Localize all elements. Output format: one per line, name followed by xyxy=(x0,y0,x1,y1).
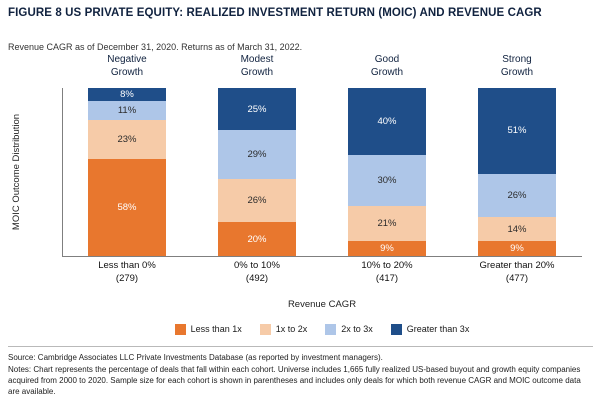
bar-segment: 29% xyxy=(218,130,296,179)
bar-segment: 14% xyxy=(478,217,556,241)
bar-group xyxy=(62,54,192,284)
group-header-line1: Strong xyxy=(502,54,532,65)
bar-group xyxy=(322,54,452,284)
bar-segment: 9% xyxy=(348,241,426,256)
legend-item xyxy=(391,324,470,335)
x-tick-count: (279) xyxy=(115,272,139,284)
legend-swatch xyxy=(391,324,402,335)
group-header-line1: Good xyxy=(374,54,400,65)
x-axis-line xyxy=(62,256,582,257)
legend-label: 1x to 2x xyxy=(275,324,308,334)
x-tick-count: (417) xyxy=(375,272,399,284)
legend-item xyxy=(175,324,242,335)
legend-label: Less than 1x xyxy=(190,324,242,334)
x-axis-label: Revenue CAGR xyxy=(287,299,357,310)
x-tick-label xyxy=(316,260,458,285)
group-header-line2: Growth xyxy=(500,66,534,78)
bar-segment: 20% xyxy=(218,222,296,256)
x-tick-count: (477) xyxy=(505,272,529,284)
legend-swatch xyxy=(325,324,336,335)
bar-group xyxy=(452,54,582,284)
bar-group-header xyxy=(322,54,452,79)
group-header-line2: Growth xyxy=(110,66,144,78)
bar-segment: 9% xyxy=(478,241,556,256)
chart-legend xyxy=(62,322,582,336)
bar-group xyxy=(192,54,322,284)
x-tick-label xyxy=(446,260,588,285)
bar-segment: 8% xyxy=(88,88,166,101)
x-tick-count: (492) xyxy=(245,272,269,284)
legend-item xyxy=(325,324,373,335)
x-tick-label xyxy=(56,260,198,285)
source-text: Source: Cambridge Associates LLC Private Investments Database (as reported by investment managers). xyxy=(8,353,383,362)
legend-swatch xyxy=(175,324,186,335)
bar-segment: 25% xyxy=(218,88,296,130)
x-tick-category: 10% to 20% xyxy=(361,260,413,271)
x-tick-label xyxy=(186,260,328,285)
notes-text: Notes: Chart represents the percentage of deals that fall within each cohort. Universe includes 1,665 fully realized US-based buyout and growth equity companies acquired from 2000 to 2020. Sample size for each cohort is shown in parentheses and includes only deals for which both revenue CAGR and MOIC outcome data are available. xyxy=(8,365,581,396)
bar-group-header xyxy=(192,54,322,79)
x-tick-category: Greater than 20% xyxy=(479,260,555,271)
legend-swatch xyxy=(260,324,271,335)
page-title: FIGURE 8 US PRIVATE EQUITY: REALIZED INVESTMENT RETURN (MOIC) AND REVENUE CAGR xyxy=(8,7,542,19)
bar-segment: 21% xyxy=(348,206,426,241)
bar-segment: 51% xyxy=(478,88,556,174)
bar-group-header xyxy=(452,54,582,79)
bar-group-header xyxy=(62,54,192,79)
group-header-line2: Growth xyxy=(240,66,274,78)
bar-segment: 30% xyxy=(348,155,426,205)
footer-divider xyxy=(8,346,593,347)
bar-segment: 58% xyxy=(88,159,166,256)
page-subtitle: Revenue CAGR as of December 31, 2020. Returns as of March 31, 2022. xyxy=(8,42,303,52)
x-tick-category: Less than 0% xyxy=(98,260,156,271)
bar-segment: 23% xyxy=(88,120,166,159)
group-header-line2: Growth xyxy=(370,66,404,78)
bar-segment: 40% xyxy=(348,88,426,155)
group-header-line1: Modest xyxy=(240,54,274,65)
chart-plot-area xyxy=(11,54,582,284)
x-tick-category: 0% to 10% xyxy=(234,260,280,271)
bar-segment: 26% xyxy=(218,179,296,223)
footer-notes xyxy=(8,352,593,398)
group-header-line1: Negative xyxy=(107,54,147,65)
bar-segment: 26% xyxy=(478,174,556,218)
legend-label: Greater than 3x xyxy=(406,324,470,334)
legend-item xyxy=(260,324,308,335)
bar-segment: 11% xyxy=(88,101,166,119)
y-axis-label: MOIC Outcome Distribution xyxy=(11,113,22,231)
legend-label: 2x to 3x xyxy=(341,324,373,334)
